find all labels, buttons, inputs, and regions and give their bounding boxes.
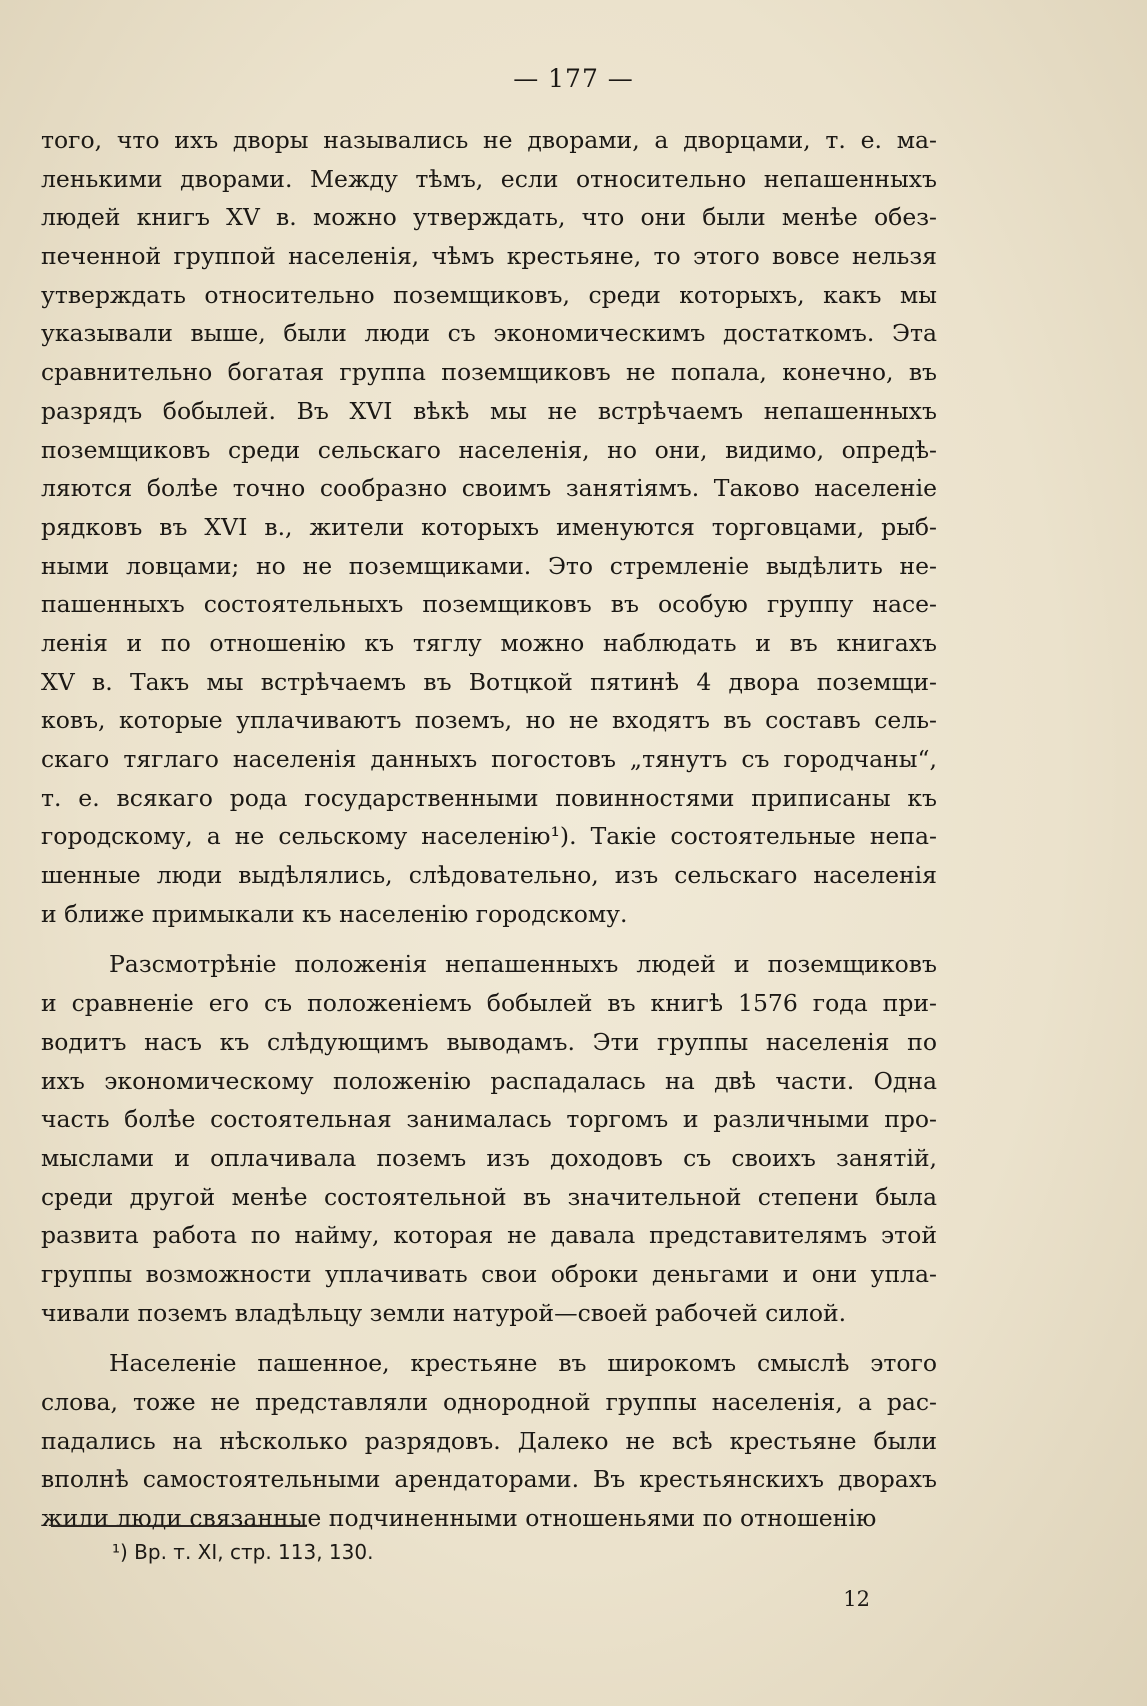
text-line: мыслами и оплачивала поземъ изъ доходовъ съ своихъ занятій, [41,1143,937,1172]
paragraph-gap [41,933,937,945]
signature-mark: 12 [843,1587,870,1611]
text-line: слова, тоже не представляли однородной группы населенія, а рас- [41,1388,937,1416]
text-line: Населеніе пашенное, крестьяне въ широкомъ смыслѣ этого [109,1349,937,1378]
paragraph [41,1344,937,1537]
text-line: ляются болѣе точно сообразно своимъ занятіямъ. Таково населеніе [41,474,937,503]
text-line: того, что ихъ дворы назывались не дворами, а дворцами, т. е. ма- [41,126,937,154]
text-line: вполнѣ самостоятельными арендаторами. Въ крестьянскихъ дворахъ [41,1465,937,1494]
text-line: развита работа по найму, которая не давала представителямъ этой [41,1221,937,1250]
text-line: людей книгъ XV в. можно утверждать, что они были менѣе обез- [41,203,937,232]
text-line: скаго тяглаго населенія данныхъ погостовъ „тянутъ съ городчаны“, [41,745,937,773]
text-line: пашенныхъ состоятельныхъ поземщиковъ въ особую группу насе- [41,590,937,619]
text-line: среди другой менѣе состоятельной въ значительной степени была [41,1182,937,1211]
footnote-divider [51,1525,307,1527]
body-text [41,121,937,1538]
text-line: ленія и по отношенію къ тяглу можно наблюдать и въ книгахъ [41,628,937,657]
text-line: указывали выше, были люди съ экономическимъ достаткомъ. Эта [41,319,937,348]
text-line: поземщиковъ среди сельскаго населенія, но они, видимо, опредѣ- [41,435,937,464]
paragraph [41,121,937,933]
footnote: ¹) Вр. т. XI, стр. 113, 130. [112,1540,374,1564]
text-line: утверждать относительно поземщиковъ, среди которыхъ, какъ мы [41,280,937,309]
text-line: падались на нѣсколько разрядовъ. Далеко не всѣ крестьяне были [41,1426,937,1455]
text-line: ными ловцами; но не поземщиками. Это стремленіе выдѣлить не- [41,551,937,580]
paragraph [41,945,937,1332]
text-line: группы возможности уплачивать свои оброки деньгами и они упла- [41,1259,937,1288]
text-line: и ближе примыкали къ населенію городскому. [41,899,628,928]
text-line: часть болѣе состоятельная занималась торгомъ и различными про- [41,1105,937,1134]
text-line: чивали поземъ владѣльцу земли натурой—своей рабочей силой. [41,1298,847,1327]
page-number: — 177 — [513,64,634,93]
text-line: водитъ насъ къ слѣдующимъ выводамъ. Эти группы населенія по [41,1027,937,1056]
text-line: ковъ, которые уплачиваютъ поземъ, но не входятъ въ составъ сель- [41,706,937,735]
text-line: шенные люди выдѣлялись, слѣдовательно, изъ сельскаго населенія [41,861,937,890]
text-line: т. е. всякаго рода государственными повинностями приписаны къ [41,783,937,812]
text-line: XV в. Такъ мы встрѣчаемъ въ Вотцкой пятинѣ 4 двора поземщи- [41,667,937,696]
text-line: и сравненіе его съ положеніемъ бобылей въ книгѣ 1576 года при- [41,989,937,1018]
text-line: сравнительно богатая группа поземщиковъ не попала, конечно, въ [41,358,937,387]
paragraph-gap [41,1332,937,1344]
text-line: печенной группой населенія, чѣмъ крестьяне, то этого вовсе нельзя [41,242,937,271]
text-line: ихъ экономическому положенію распадалась на двѣ части. Одна [41,1066,937,1095]
text-line: жили люди связанные подчиненными отношеньями по отношенію [41,1504,877,1533]
text-line: рядковъ въ XVI в., жители которыхъ именуются торговцами, рыб- [41,512,937,541]
text-line: Разсмотрѣніе положенія непашенныхъ людей и поземщиковъ [109,950,937,979]
text-line: городскому, а не сельскому населенію¹). Такіе состоятельные непа- [41,822,937,851]
text-line: разрядъ бобылей. Въ XVI вѣкѣ мы не встрѣчаемъ непашенныхъ [41,396,937,425]
text-line: ленькими дворами. Между тѣмъ, если относительно непашенныхъ [41,164,937,193]
